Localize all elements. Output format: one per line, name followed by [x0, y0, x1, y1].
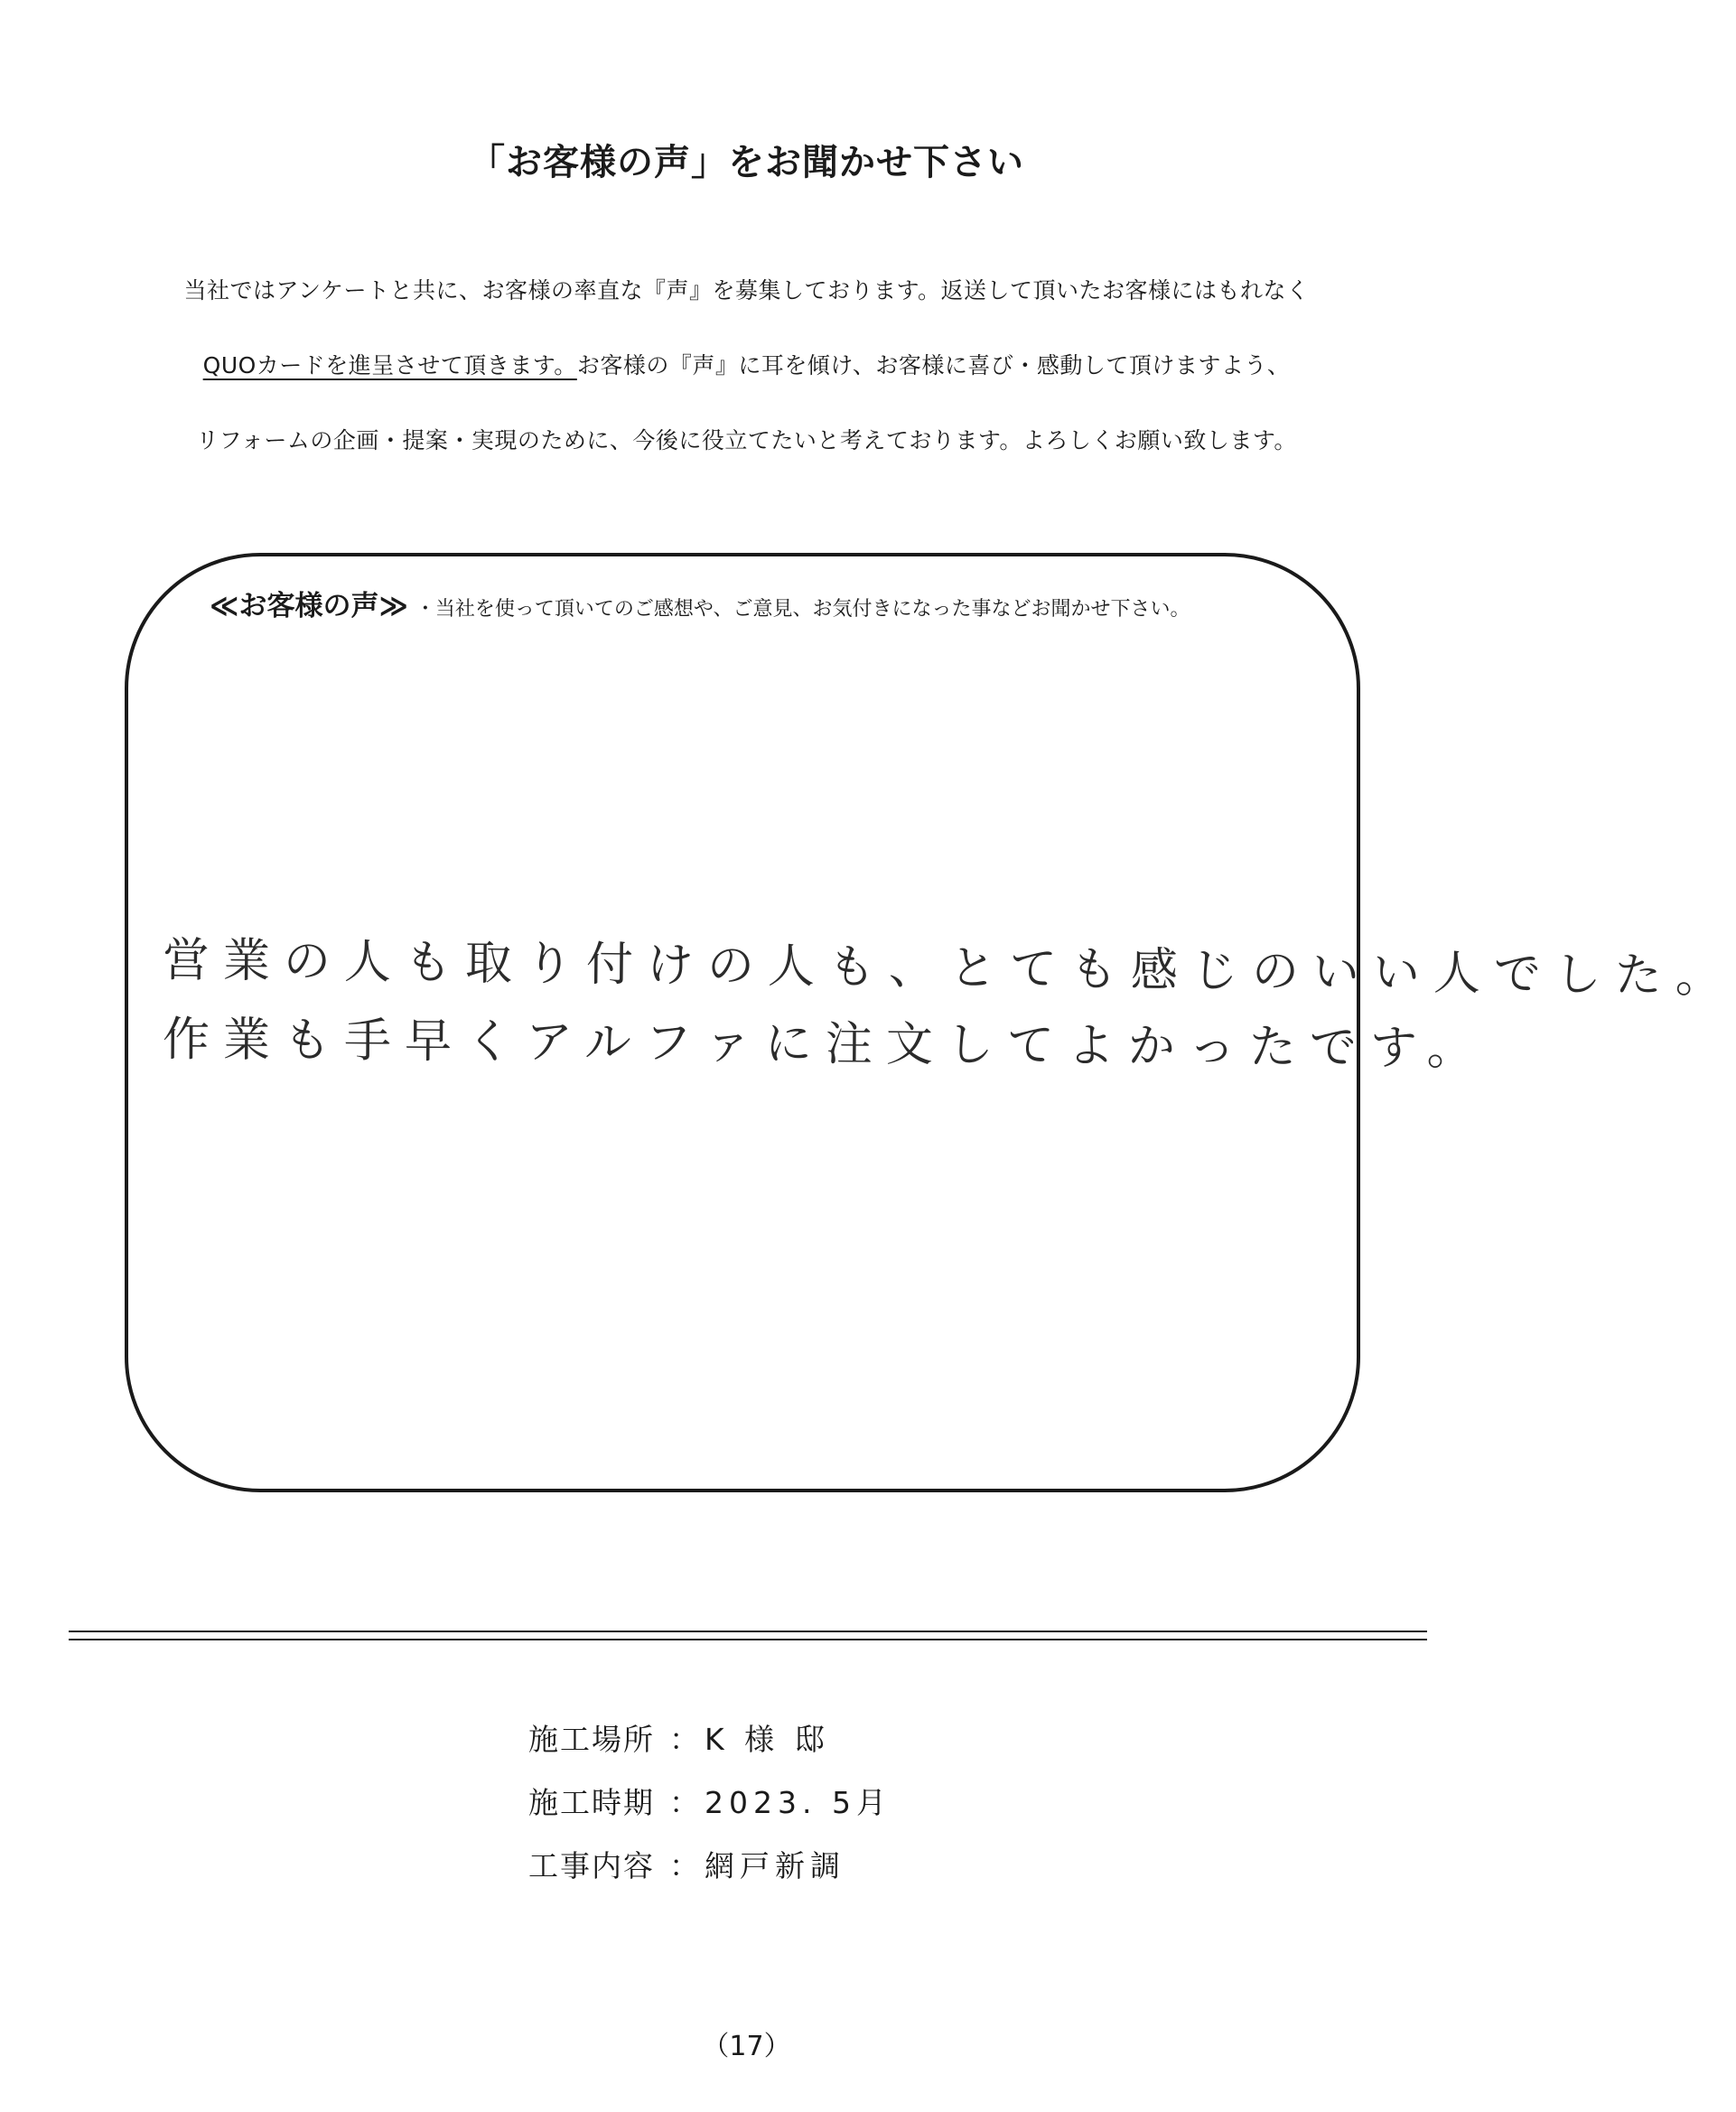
- page-number: （17）: [702, 2031, 791, 2062]
- info-row-period: [528, 1780, 891, 1822]
- period-value: 2023. 5月: [705, 1785, 891, 1820]
- intro-line-1: 当社ではアンケートと共に、お客様の率直な『声』を募集しております。返送して頂いたお客様にはもれなく: [183, 277, 1310, 304]
- customer-voice-header: [210, 583, 1190, 623]
- intro-line-2-rest: お客様の『声』に耳を傾け、お客様に喜び・感動して頂けますよう、: [576, 352, 1291, 378]
- period-separator: ：: [669, 1785, 699, 1820]
- location-value: K 様 邸: [705, 1722, 830, 1757]
- handwritten-comment-line-2: 作業も手早くアルファに注文してよかったです。: [162, 1013, 1488, 1077]
- location-label: 施工場所: [528, 1722, 655, 1757]
- content-value: 網戸新調: [705, 1848, 845, 1883]
- customer-voice-prompt: ・当社を使って頂いてのご感想や、ご意見、お気付きになった事などお聞かせ下さい。: [415, 598, 1190, 621]
- intro-line-3: リフォームの企画・提案・実現のために、今後に役立てたいと考えております。よろしくお願い致します。: [196, 427, 1297, 453]
- info-row-location: [528, 1716, 830, 1759]
- content-label: 工事内容: [528, 1848, 655, 1883]
- handwritten-comment-line-1: 営業の人も取り付けの人も、とても感じのいい人でした。: [162, 933, 1736, 1005]
- content-separator: ：: [669, 1848, 699, 1883]
- info-row-content: [528, 1843, 845, 1885]
- intro-line-2: [0, 348, 1493, 380]
- customer-voice-label: ≪お客様の声≫: [210, 590, 408, 622]
- page-title: 「お客様の声」をお聞かせ下さい: [469, 142, 1024, 183]
- period-label: 施工時期: [528, 1785, 655, 1820]
- quo-card-notice: QUOカードを進呈させて頂きます。: [202, 352, 577, 378]
- location-separator: ：: [669, 1722, 699, 1757]
- double-rule-top: [69, 1631, 1427, 1632]
- double-rule-bottom: [69, 1639, 1427, 1640]
